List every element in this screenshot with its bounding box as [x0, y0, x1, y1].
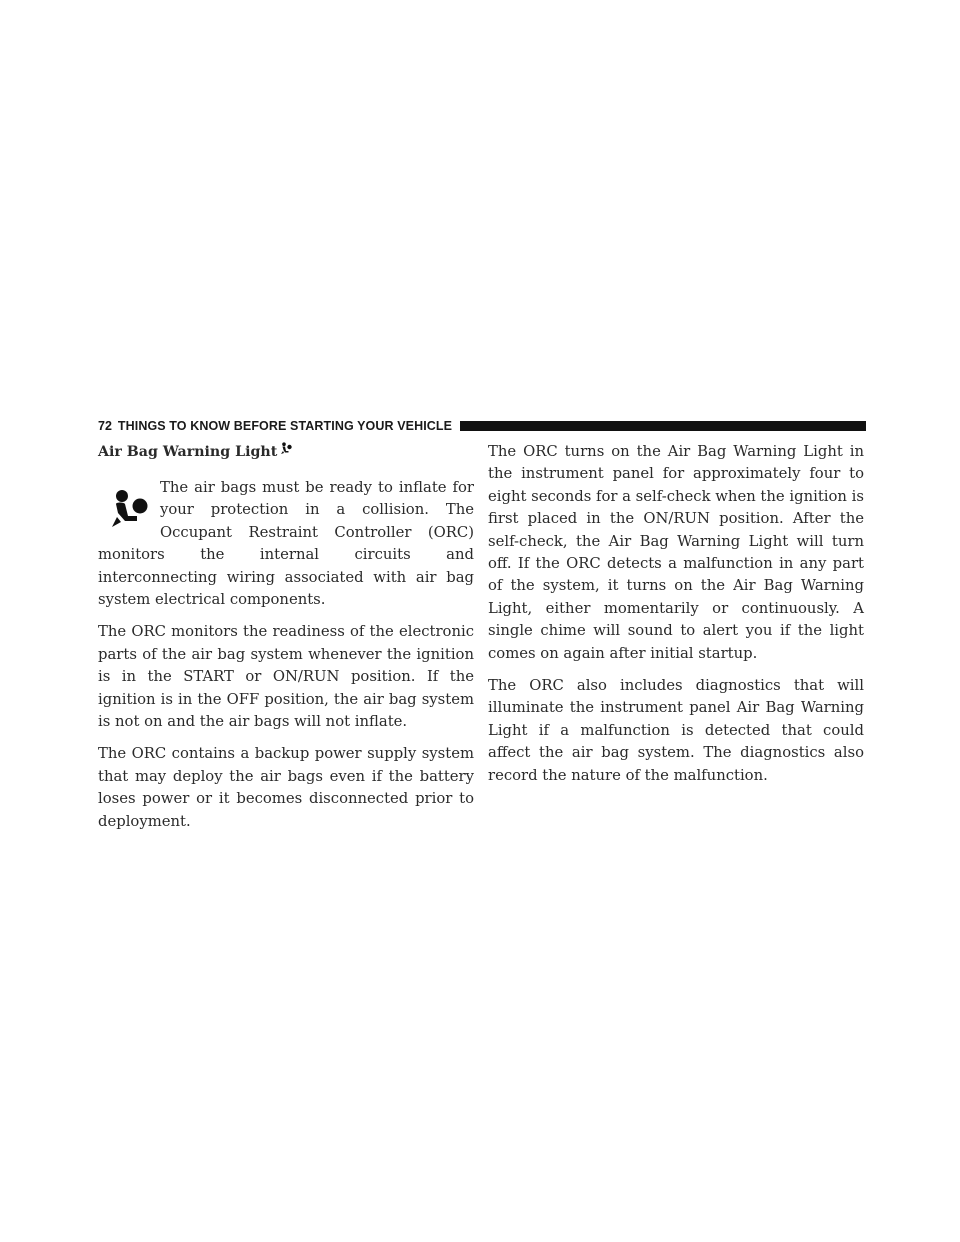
- paragraph-orc-backup: The ORC contains a backup power supply system that may deploy the air bags even if the battery loses power or it becomes disconnected prior to deployment.: [98, 745, 474, 830]
- page-header: [98, 416, 866, 436]
- paragraph-airbag-ready: The air bags must be ready to inflate for your protection in a collision. The Occupant Restraint Controller (ORC) monitors the internal circuits and interconnecting wiring associated with air bag system electrical components.: [98, 479, 474, 609]
- airbag-warning-icon: [104, 489, 152, 529]
- heading-text: Air Bag Warning Light: [98, 444, 278, 460]
- section-heading: [98, 441, 474, 463]
- left-column: [98, 441, 474, 843]
- paragraph-orc-readiness: The ORC monitors the readiness of the electronic parts of the air bag system whenever the ignition is in the START or ON/RUN position. If the ignition is in the OFF position, the air bag system is not on and the air bags will not inflate.: [98, 623, 474, 731]
- page-number: 72: [98, 419, 112, 433]
- intro-paragraph-block: [98, 477, 474, 611]
- paragraph-orc-diagnostics: The ORC also includes diagnostics that will illuminate the instrument panel Air Bag Warning Light if a malfunction is detected that could affect the air bag system. The diagnostics also record the nature of the malfunction.: [488, 677, 864, 784]
- right-column: [488, 441, 864, 797]
- section-title: THINGS TO KNOW BEFORE STARTING YOUR VEHICLE: [117, 419, 453, 433]
- paragraph-orc-self-check: The ORC turns on the Air Bag Warning Light in the instrument panel for approximately four to eight seconds for a self-check when the ignition is first placed in the ON/RUN position. After the self-check, the Air Bag Warning Light will turn off. If the ORC detects a malfunction in any part of the system, it turns on the Air Bag Warning Light, either momentarily or continuously. A single chime will sound to alert you if the light comes on again after initial startup.: [488, 443, 864, 662]
- header-rule: [460, 421, 866, 431]
- airbag-warning-icon: [280, 441, 292, 463]
